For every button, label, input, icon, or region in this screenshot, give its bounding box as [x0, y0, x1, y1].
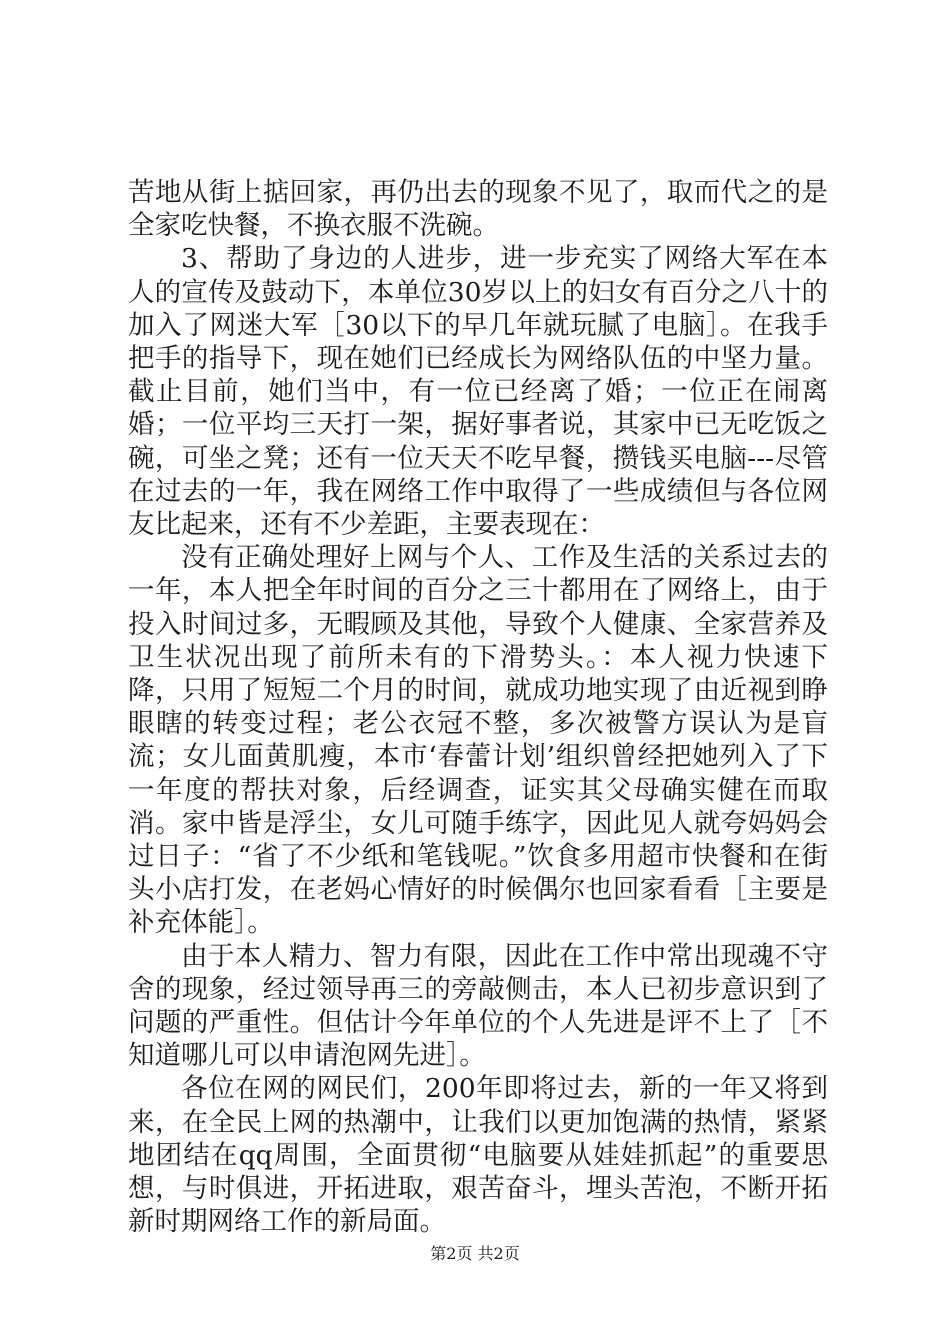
paragraph-closing: 各位在网的网民们，200年即将过去，新的一年又将到来，在全民上网的热潮中，让我们以更加饱满的热情，紧紧地团结在qq周围，全面贯彻“电脑要从娃娃抓起”的重要思想，与时俱进，开拓进取，艰苦奋斗，埋头苦泡，不断开拓新时期网络工作的新局面。 [128, 1073, 828, 1238]
page-footer: 第2页 共2页 [430, 1244, 520, 1263]
paragraph-3-help-others: 3、帮助了身边的人进步，进一步充实了网络大军在本人的宣传及鼓动下，本单位30岁以上的妇女有百分之八十的加入了网迷大军［30以下的早几年就玩腻了电脑］。在我手把手的指导下，现在她们已经成长为网络队伍的中坚力量。截止目前，她们当中，有一位已经离了婚；一位正在闹离婚；一位平均三天打一架，据好事者说，其家中已无吃饭之碗，可坐之凳；还有一位天天不吃早餐，攒钱买电脑---尽管在过去的一年，我在网络工作中取得了一些成绩但与各位网友比起来，还有不少差距，主要表现在： [128, 243, 828, 541]
paragraph-continued: 苦地从街上掂回家，再仍出去的现象不见了，取而代之的是全家吃快餐，不换衣服不洗碗。 [128, 177, 828, 242]
document-body [128, 176, 828, 1239]
paragraph-shortcoming-balance: 没有正确处理好上网与个人、工作及生活的关系过去的一年，本人把全年时间的百分之三十都用在了网络上，由于投入时间过多，无暇顾及其他，导致个人健康、全家营养及卫生状况出现了前所未有的下滑势头。：本人视力快速下降，只用了短短二个月的时间，就成功地实现了由近视到睁眼瞎的转变过程；老公衣冠不整，多次被警方误认为是盲流；女儿面黄肌瘦，本市‘春蕾计划’组织曾经把她列入了下一年度的帮扶对象，后经调查，证实其父母确实健在而取消。家中皆是浮尘，女儿可随手练字，因此见人就夸妈妈会过日子：“省了不少纸和笔钱呢。”饮食多用超市快餐和在街头小店打发，在老妈心情好的时候偶尔也回家看看［主要是补充体能］。 [128, 542, 828, 939]
paragraph-shortcoming-energy: 由于本人精力、智力有限，因此在工作中常出现魂不守舍的现象，经过领导再三的旁敲侧击，本人已初步意识到了问题的严重性。但估计今年单位的个人先进是评不上了［不知道哪儿可以申请泡网先进］。 [128, 940, 828, 1072]
